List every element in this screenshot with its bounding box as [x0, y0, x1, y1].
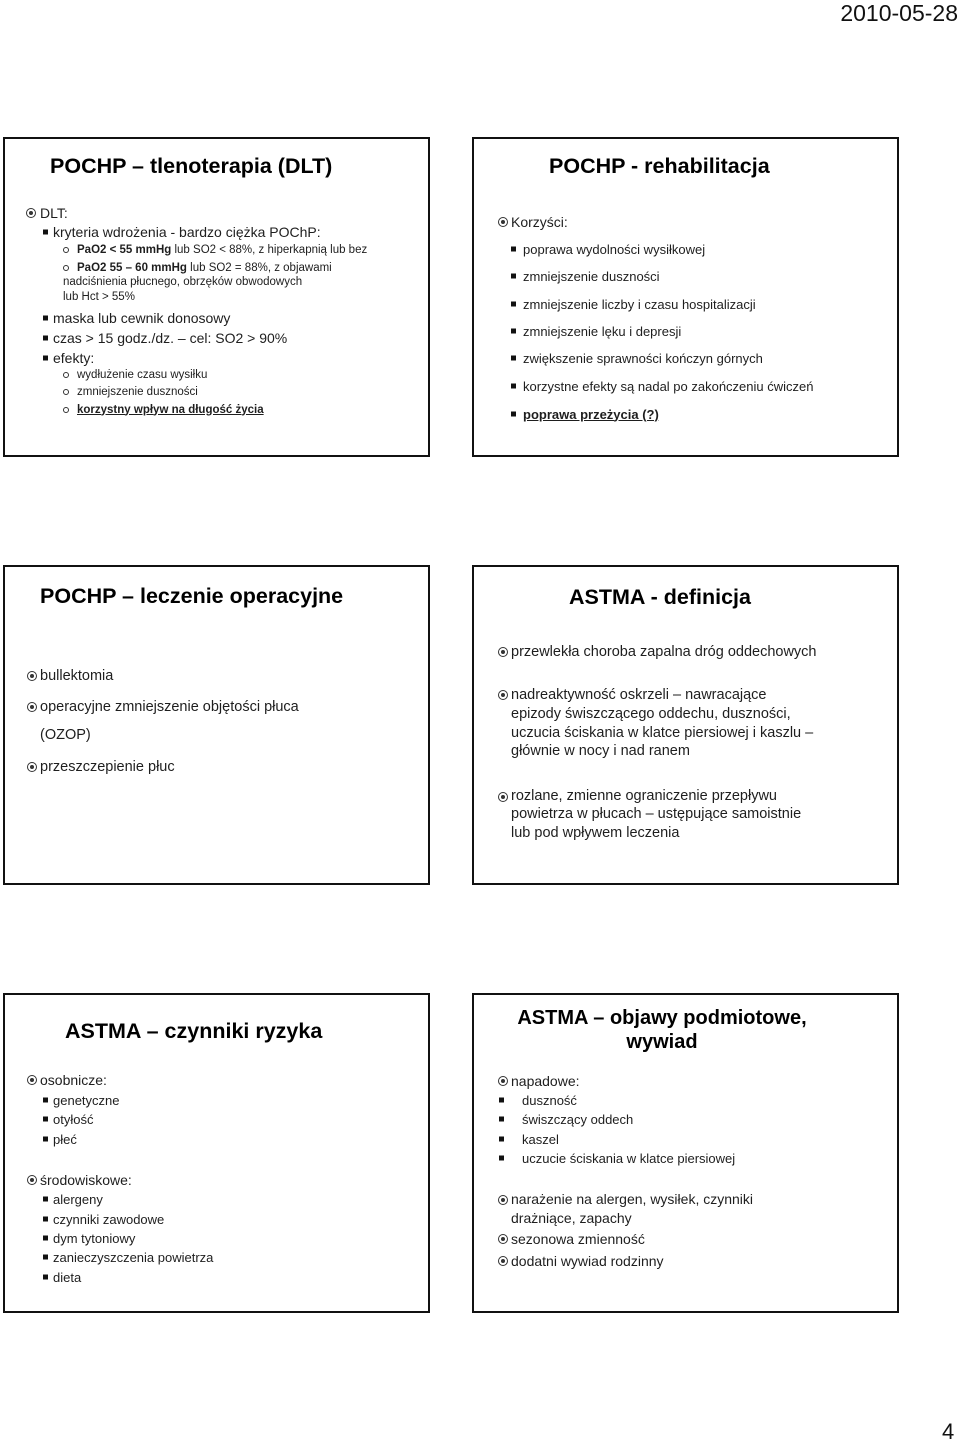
bullet-item	[498, 787, 777, 806]
bullet-text: alergeny	[53, 1191, 103, 1207]
radio-bullet-icon	[498, 217, 508, 227]
bullet-item	[511, 296, 756, 313]
page-number: 4	[942, 1419, 955, 1444]
bullet-text: zmniejszenie lęku i depresji	[523, 323, 682, 339]
bullet-text: sezonowa zmienność	[511, 1231, 645, 1247]
bullet-text: płeć	[53, 1131, 77, 1147]
bullet-text-bold: PaO2 < 55 mmHg	[77, 244, 172, 256]
bullet-text: kaszel	[522, 1131, 559, 1147]
bullet-item	[511, 241, 705, 258]
square-bullet-icon	[511, 247, 516, 252]
bullet-text: zmniejszenie duszności	[77, 385, 198, 398]
bullet-text: DLT:	[40, 205, 68, 221]
slide-title: POCHP – leczenie operacyjne	[40, 584, 344, 608]
circle-bullet-icon	[63, 407, 69, 413]
bullet-item	[511, 378, 814, 395]
square-bullet-icon	[43, 1275, 48, 1280]
bullet-text: zmniejszenie duszności	[523, 268, 660, 284]
circle-bullet-icon	[63, 372, 69, 378]
bullet-item	[27, 1171, 132, 1189]
radio-bullet-icon	[498, 792, 508, 802]
bullet-text: lub SO2 = 88%, z objawami	[186, 261, 332, 274]
square-bullet-icon	[43, 1255, 48, 1260]
slide-title: ASTMA – objawy podmiotowe, wywiad	[517, 1007, 807, 1053]
square-bullet-icon	[43, 1197, 48, 1202]
square-bullet-icon	[499, 1098, 504, 1103]
bullet-item	[498, 643, 817, 662]
bullet-text: zmniejszenie liczby i czasu hospitalizacji	[523, 296, 756, 312]
page-date: 2010-05-28	[840, 0, 958, 26]
bullet-item	[43, 1131, 77, 1148]
bullet-text: Korzyści:	[511, 214, 568, 230]
bullet-continuation: uczucia ściskania w klatce piersiowej i kaszlu –	[511, 724, 814, 741]
bullet-item	[27, 758, 175, 777]
bullet-text: zwiększenie sprawności kończyn górnych	[523, 350, 763, 366]
square-bullet-icon	[43, 316, 48, 321]
bullet-item	[27, 667, 113, 686]
radio-bullet-icon	[27, 762, 37, 772]
square-bullet-icon	[43, 1217, 48, 1222]
bullet-item	[43, 349, 94, 367]
radio-bullet-icon	[27, 1175, 37, 1185]
bullet-continuation: lub Hct > 55%	[63, 290, 135, 303]
bullet-item	[43, 329, 287, 347]
radio-bullet-icon	[27, 702, 37, 712]
bullet-item	[499, 1111, 633, 1128]
bullet-item	[27, 698, 299, 717]
bullet-item	[63, 261, 332, 276]
bullet-text: korzystny wpływ na długość życia	[77, 403, 264, 416]
square-bullet-icon	[511, 384, 516, 389]
bullet-text-bold: PaO2 55 – 60 mmHg	[77, 261, 187, 274]
radio-bullet-icon	[498, 1234, 508, 1244]
bullet-item	[43, 309, 230, 327]
bullet-text: duszność	[522, 1092, 577, 1108]
bullet-item	[511, 323, 681, 340]
slide-pochp-tlenoterapia	[3, 137, 430, 457]
slide-astma-objawy	[472, 993, 899, 1313]
bullet-item	[511, 350, 763, 367]
radio-bullet-icon	[498, 1076, 508, 1086]
radio-bullet-icon	[27, 671, 37, 681]
bullet-text: nadreaktywność oskrzeli – nawracające	[511, 686, 767, 703]
radio-bullet-icon	[498, 1256, 508, 1266]
square-bullet-icon	[43, 336, 48, 341]
slide-title: POCHP – tlenoterapia (DLT)	[50, 154, 333, 178]
bullet-text: lub SO2 < 88%, z hiperkapnią lub bez	[171, 244, 368, 256]
square-bullet-icon	[511, 274, 516, 279]
bullet-item	[498, 1230, 645, 1248]
bullet-item	[43, 1111, 93, 1128]
slide-pochp-rehabilitacja	[472, 137, 899, 457]
bullet-item	[63, 368, 207, 383]
bullet-item	[511, 268, 660, 285]
bullet-item	[27, 1071, 107, 1089]
bullet-continuation	[27, 726, 91, 745]
square-bullet-icon	[43, 1236, 48, 1241]
bullet-item	[498, 1252, 664, 1270]
bullet-continuation: głównie w nocy i nad ranem	[511, 743, 690, 759]
bullet-text: otyłość	[53, 1111, 94, 1127]
bullet-text: dodatni wywiad rodzinny	[511, 1253, 664, 1269]
bullet-text: czas > 15 godz./dz. – cel: SO2 > 90%	[53, 330, 288, 346]
bullet-text: efekty:	[53, 350, 95, 366]
bullet-text: świszczący oddech	[522, 1111, 634, 1127]
radio-bullet-icon	[26, 208, 36, 218]
circle-bullet-icon	[63, 389, 69, 395]
bullet-text: korzystne efekty są nadal po zakończeniu ćwiczeń	[523, 378, 814, 394]
bullet-item	[43, 1230, 135, 1247]
bullet-item	[499, 1150, 735, 1167]
bullet-item	[43, 224, 321, 241]
bullet-text: wydłużenie czasu wysiłku	[77, 368, 208, 381]
bullet-item	[63, 243, 367, 257]
circle-bullet-icon	[63, 265, 69, 271]
bullet-text: rozlane, zmienne ograniczenie przepływu	[511, 788, 777, 804]
bullet-item	[43, 1092, 120, 1109]
square-bullet-icon	[43, 1137, 48, 1142]
square-bullet-icon	[499, 1156, 504, 1161]
bullet-text: poprawa przeżycia (?)	[523, 406, 659, 422]
bullet-item	[498, 1072, 580, 1090]
bullet-text: dym tytoniowy	[53, 1230, 136, 1246]
slide-pochp-leczenie-operacyjne	[3, 565, 430, 885]
slide-title: POCHP - rehabilitacja	[549, 154, 770, 178]
bullet-text: przeszczepienie płuc	[40, 758, 175, 775]
square-bullet-icon	[511, 329, 516, 334]
square-bullet-icon	[43, 356, 48, 361]
bullet-item	[63, 385, 198, 400]
bullet-item	[63, 403, 264, 418]
bullet-item	[511, 406, 659, 423]
bullet-item	[498, 686, 767, 705]
bullet-item	[499, 1092, 577, 1109]
radio-bullet-icon	[27, 1075, 37, 1085]
bullet-text: osobnicze:	[40, 1072, 107, 1088]
radio-bullet-icon	[498, 690, 508, 700]
bullet-text: genetyczne	[53, 1092, 120, 1108]
slide-title: ASTMA - definicja	[569, 585, 751, 609]
radio-bullet-icon	[498, 647, 508, 657]
square-bullet-icon	[43, 1117, 48, 1122]
square-bullet-icon	[499, 1117, 504, 1122]
bullet-continuation: powietrza w płucach – ustępujące samoistnie	[511, 806, 802, 822]
slide-astma-czynniki-ryzyka	[3, 993, 430, 1313]
bullet-item	[43, 1191, 103, 1208]
square-bullet-icon	[511, 356, 516, 361]
bullet-item	[498, 213, 568, 231]
bullet-continuation: nadciśnienia płucnego, obrzęków obwodowych	[63, 276, 303, 289]
square-bullet-icon	[499, 1137, 504, 1142]
radio-bullet-icon	[498, 1195, 508, 1205]
bullet-continuation: drażniące, zapachy	[511, 1210, 632, 1226]
bullet-text: uczucie ściskania w klatce piersiowej	[522, 1150, 736, 1166]
bullet-text: przewlekła choroba zapalna dróg oddechowych	[511, 643, 817, 660]
bullet-text: dieta	[53, 1269, 82, 1285]
bullet-item	[43, 1211, 164, 1228]
slide-astma-definicja	[472, 565, 899, 885]
bullet-text: kryteria wdrożenia - bardzo ciężka POChP:	[53, 223, 321, 240]
bullet-text: zanieczyszczenia powietrza	[53, 1249, 214, 1265]
square-bullet-icon	[511, 412, 516, 417]
square-bullet-icon	[43, 1098, 48, 1103]
bullet-text: maska lub cewnik donosowy	[53, 310, 231, 326]
square-bullet-icon	[511, 302, 516, 307]
bullet-item	[43, 1269, 81, 1286]
bullet-item	[43, 1249, 213, 1266]
bullet-text: narażenie na alergen, wysiłek, czynniki	[511, 1191, 754, 1207]
bullet-text: bullektomia	[40, 667, 114, 684]
circle-bullet-icon	[63, 247, 69, 253]
bullet-text: czynniki zawodowe	[53, 1211, 165, 1227]
bullet-text: (OZOP)	[40, 726, 91, 743]
bullet-item	[26, 204, 68, 222]
bullet-text: środowiskowe:	[40, 1172, 132, 1188]
bullet-continuation: lub pod wpływem leczenia	[511, 825, 680, 841]
bullet-text: operacyjne zmniejszenie objętości płuca	[40, 698, 299, 715]
bullet-text: napadowe:	[511, 1073, 580, 1089]
slide-title: ASTMA – czynniki ryzyka	[65, 1019, 323, 1043]
square-bullet-icon	[43, 230, 48, 235]
bullet-continuation: epizody świszczącego oddechu, duszności,	[511, 705, 791, 722]
bullet-item	[498, 1190, 753, 1209]
bullet-text: poprawa wydolności wysiłkowej	[523, 241, 706, 257]
bullet-item	[499, 1131, 559, 1148]
